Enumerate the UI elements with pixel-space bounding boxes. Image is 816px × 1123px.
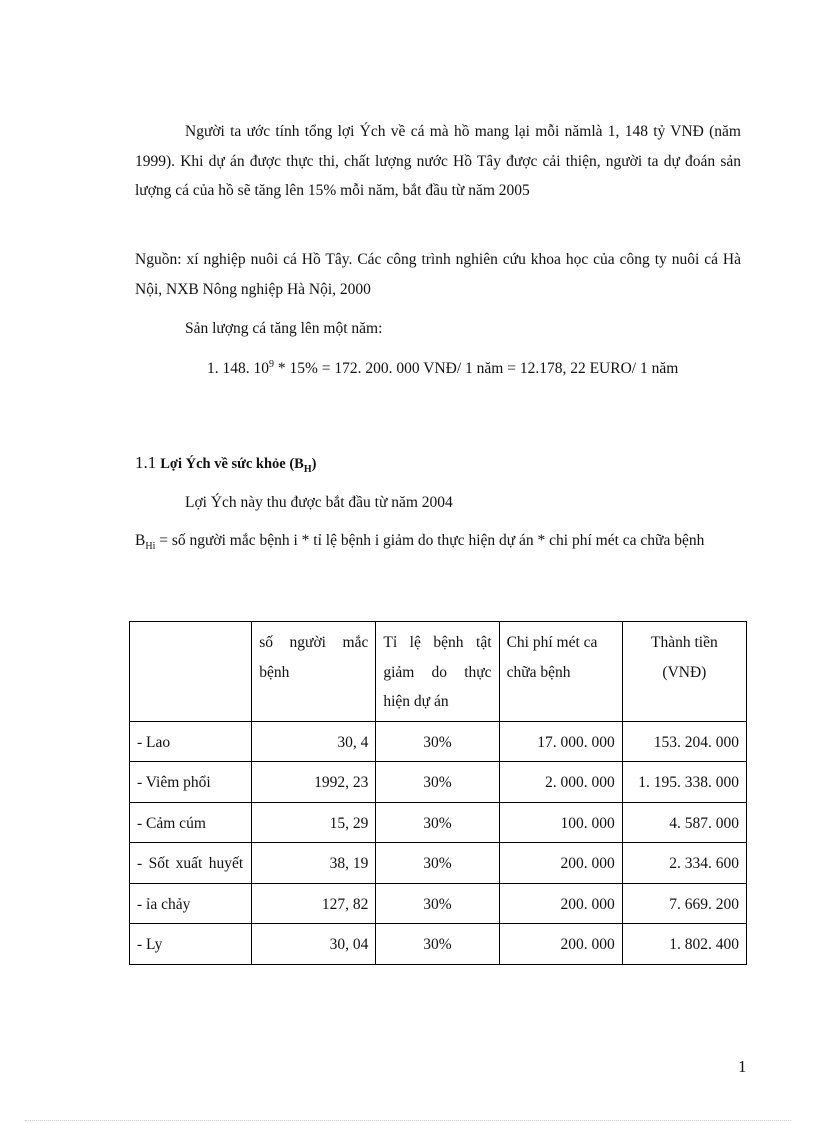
fish-increase-label: Sản lượng cá tăng lên một năm: <box>185 320 383 337</box>
header-cell-cost: Chi phí mét ca chữa bệnh <box>499 622 622 722</box>
disease-name: - Sốt xuất huyết <box>130 843 252 884</box>
bh-symbol: B <box>135 532 146 549</box>
header-cell-amount <box>622 622 746 722</box>
cost-value: 200. 000 <box>499 924 622 965</box>
bh-formula <box>135 526 741 562</box>
reduction-value: 30% <box>376 802 499 843</box>
reduction-value: 30% <box>376 762 499 803</box>
health-benefit-table <box>129 621 747 965</box>
reduction-value: 30% <box>376 883 499 924</box>
cost-value: 200. 000 <box>499 843 622 884</box>
reduction-value: 30% <box>376 924 499 965</box>
header-cell-empty <box>130 622 252 722</box>
amount-value: 2. 334. 600 <box>622 843 746 884</box>
disease-name: - Viêm phổi <box>130 762 252 803</box>
fish-formula <box>135 350 741 384</box>
table-row <box>130 924 747 965</box>
benefit-start-text: Lợi Ých này thu được bắt đầu từ năm 2004 <box>185 494 453 511</box>
cost-value: 200. 000 <box>499 883 622 924</box>
amount-value: 1. 802. 400 <box>622 924 746 965</box>
section-title <box>160 456 317 475</box>
patients-value: 1992, 23 <box>252 762 376 803</box>
amount-value: 4. 587. 000 <box>622 802 746 843</box>
bh-subscript: Hi <box>145 541 156 553</box>
cost-value: 17. 000. 000 <box>499 721 622 762</box>
table-row <box>130 762 747 803</box>
formula-base: 1. 148. 10 <box>207 360 269 378</box>
section-number: 1.1 <box>135 453 157 472</box>
header-cell-patients: số người mắc bệnh <box>252 622 376 722</box>
bh-definition: = số người mắc bệnh i * tỉ lệ bệnh i giảm do thực hiện dự án * chi phí mét ca chữa bệnh <box>155 532 705 549</box>
intro-paragraph: Người ta ước tính tổng lợi Ých về cá mà hồ mang lại mỗi nămlà 1, 148 tỷ VNĐ (năm 1999). Khi dự án được thực thi, chất lượng nước Hồ Tây được cải thiện, người ta dự đoán sản lượng cá của hồ sẽ tăng lên 15% mỗi năm, bắt đầu từ năm 2005 <box>135 123 741 199</box>
reduction-value: 30% <box>376 721 499 762</box>
table-row <box>130 721 747 762</box>
header-cell-reduction: Tỉ lệ bệnh tật giảm do thực hiện dự án <box>376 622 499 722</box>
header-amount-label: Thành tiền <box>651 634 718 651</box>
header-amount-unit: (VNĐ) <box>662 663 707 681</box>
table-row <box>130 802 747 843</box>
cost-value: 2. 000. 000 <box>499 762 622 803</box>
amount-value: 7. 669. 200 <box>622 883 746 924</box>
patients-value: 127, 82 <box>252 883 376 924</box>
section-heading <box>135 453 316 475</box>
source-note: Nguồn: xí nghiệp nuôi cá Hồ Tây. Các công trình nghiên cứu khoa học của công ty nuôi cá Hà Nội, NXB Nông nghiệp Hà Nội, 2000 <box>135 251 741 298</box>
amount-value: 1. 195. 338. 000 <box>622 762 746 803</box>
section-title-close: ) <box>311 456 317 472</box>
formula-exponent: 9 <box>269 359 274 370</box>
patients-value: 38, 19 <box>252 843 376 884</box>
table-header-row <box>130 622 747 722</box>
table-row <box>130 883 747 924</box>
patients-value: 30, 04 <box>252 924 376 965</box>
disease-name: - Ly <box>130 924 252 965</box>
formula-rest: * 15% = 172. 200. 000 VNĐ/ 1 năm = 12.178, 22 EURO/ 1 năm <box>274 360 679 378</box>
amount-value: 153. 204. 000 <box>622 721 746 762</box>
cost-value: 100. 000 <box>499 802 622 843</box>
reduction-value: 30% <box>376 843 499 884</box>
page-number: 1 <box>738 1057 747 1076</box>
table-row <box>130 843 747 884</box>
page-footer-divider <box>25 1120 791 1121</box>
disease-name: - Cảm cúm <box>130 802 252 843</box>
disease-name: - ỉa chảy <box>130 883 252 924</box>
section-title-text: Lợi Ých về sức khỏe (B <box>160 456 304 472</box>
patients-value: 30, 4 <box>252 721 376 762</box>
patients-value: 15, 29 <box>252 802 376 843</box>
section-title-sub: H <box>303 463 312 475</box>
disease-name: - Lao <box>130 721 252 762</box>
